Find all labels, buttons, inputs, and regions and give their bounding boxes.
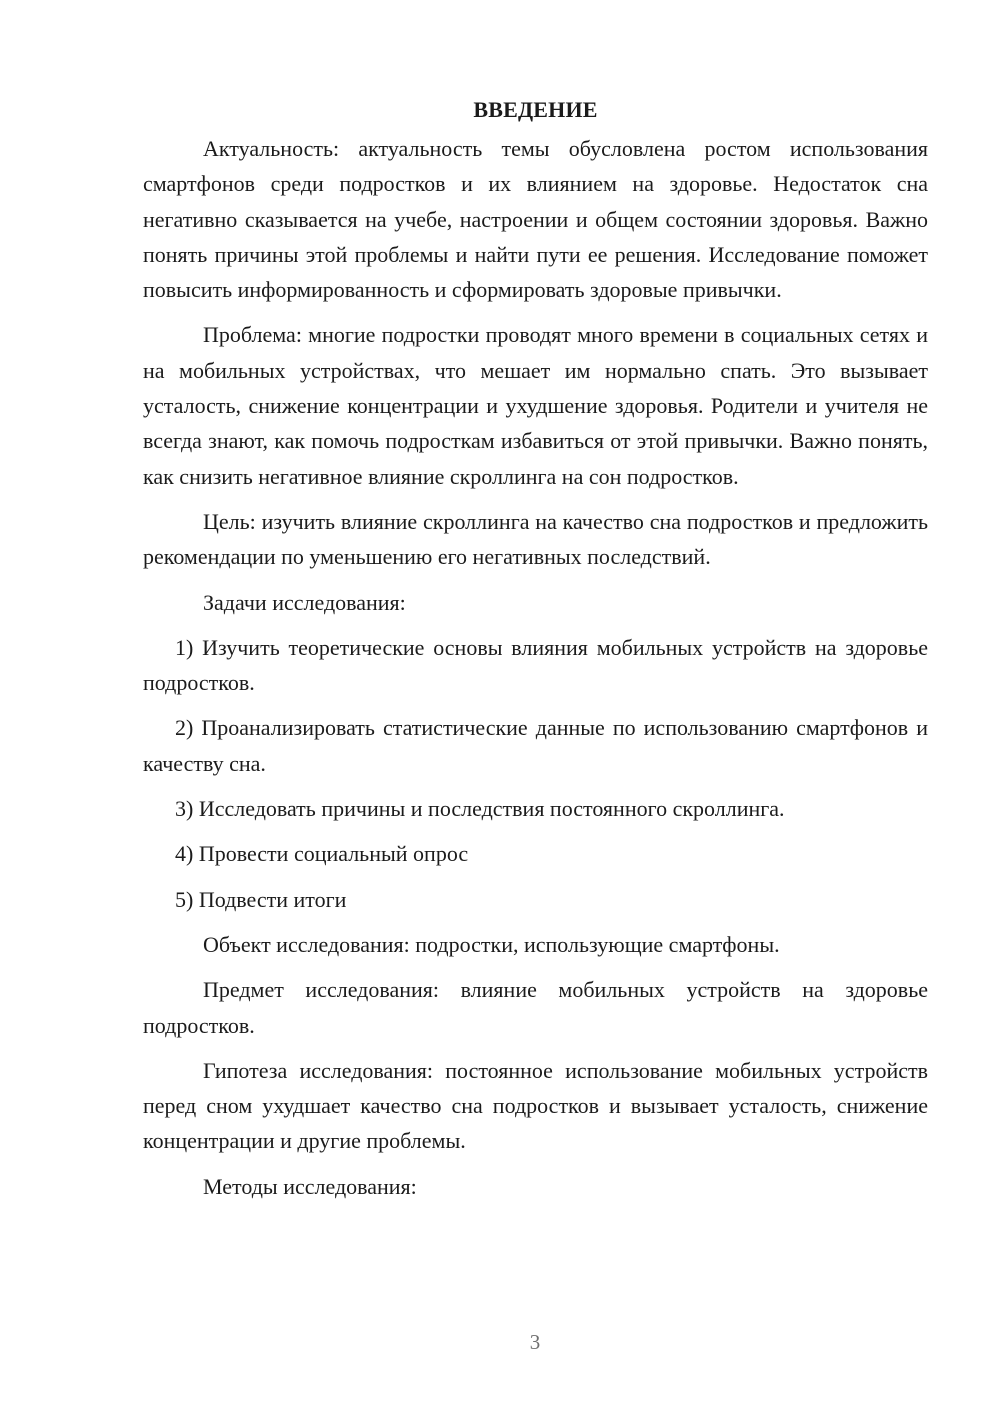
- task-item-4: 4) Провести социальный опрос: [175, 841, 469, 867]
- tasks-heading: Задачи исследования:: [203, 589, 406, 615]
- paragraph-problem: Проблема: многие подростки проводят много времени в социальных сетях и на мобильных устройствах, что мешает им нормально спать. Это вызывает усталость, снижение концентрации и ухудшение здоровья. Родители и учителя не всегда знают, как помочь подросткам избавиться от этой привычки. Важно понять, как снизить негативное влияние скроллинга на сон подростков.: [143, 322, 928, 489]
- section-title: ВВЕДЕНИЕ: [473, 97, 598, 122]
- page-number: 3: [529, 1330, 541, 1354]
- paragraph-relevance: Актуальность: актуальность темы обусловлена ростом использования смартфонов среди подростков и их влиянием на здоровье. Недостаток сна негативно сказывается на учебе, настроении и общем состоянии здоровья. Важно понять причины этой проблемы и найти пути ее решения. Исследование поможет повысить информированность и сформировать здоровые привычки.: [143, 136, 928, 303]
- task-item-1: 1) Изучить теоретические основы влияния мобильных устройств на здоровье подростков.: [143, 634, 928, 696]
- paragraph-subject: Предмет исследования: влияние мобильных устройств на здоровье подростков.: [143, 977, 928, 1038]
- task-item-2: 2) Проанализировать статистические данные по использованию смартфонов и качеству сна.: [143, 715, 928, 776]
- page-content: [143, 92, 928, 1214]
- methods-heading: Методы исследования:: [203, 1173, 417, 1199]
- paragraph-hypothesis: Гипотеза исследования: постоянное использование мобильных устройств перед сном ухудшает качество сна подростков и вызывает усталость, снижение концентрации и другие проблемы.: [143, 1057, 928, 1154]
- paragraph-goal: Цель: изучить влияние скроллинга на качество сна подростков и предложить рекомендации по уменьшению его негативных последствий.: [143, 508, 928, 570]
- task-item-5: 5) Подвести итоги: [175, 886, 347, 912]
- paragraph-object: Объект исследования: подростки, использующие смартфоны.: [203, 931, 780, 957]
- task-item-3: 3) Исследовать причины и последствия постоянного скроллинга.: [175, 796, 785, 822]
